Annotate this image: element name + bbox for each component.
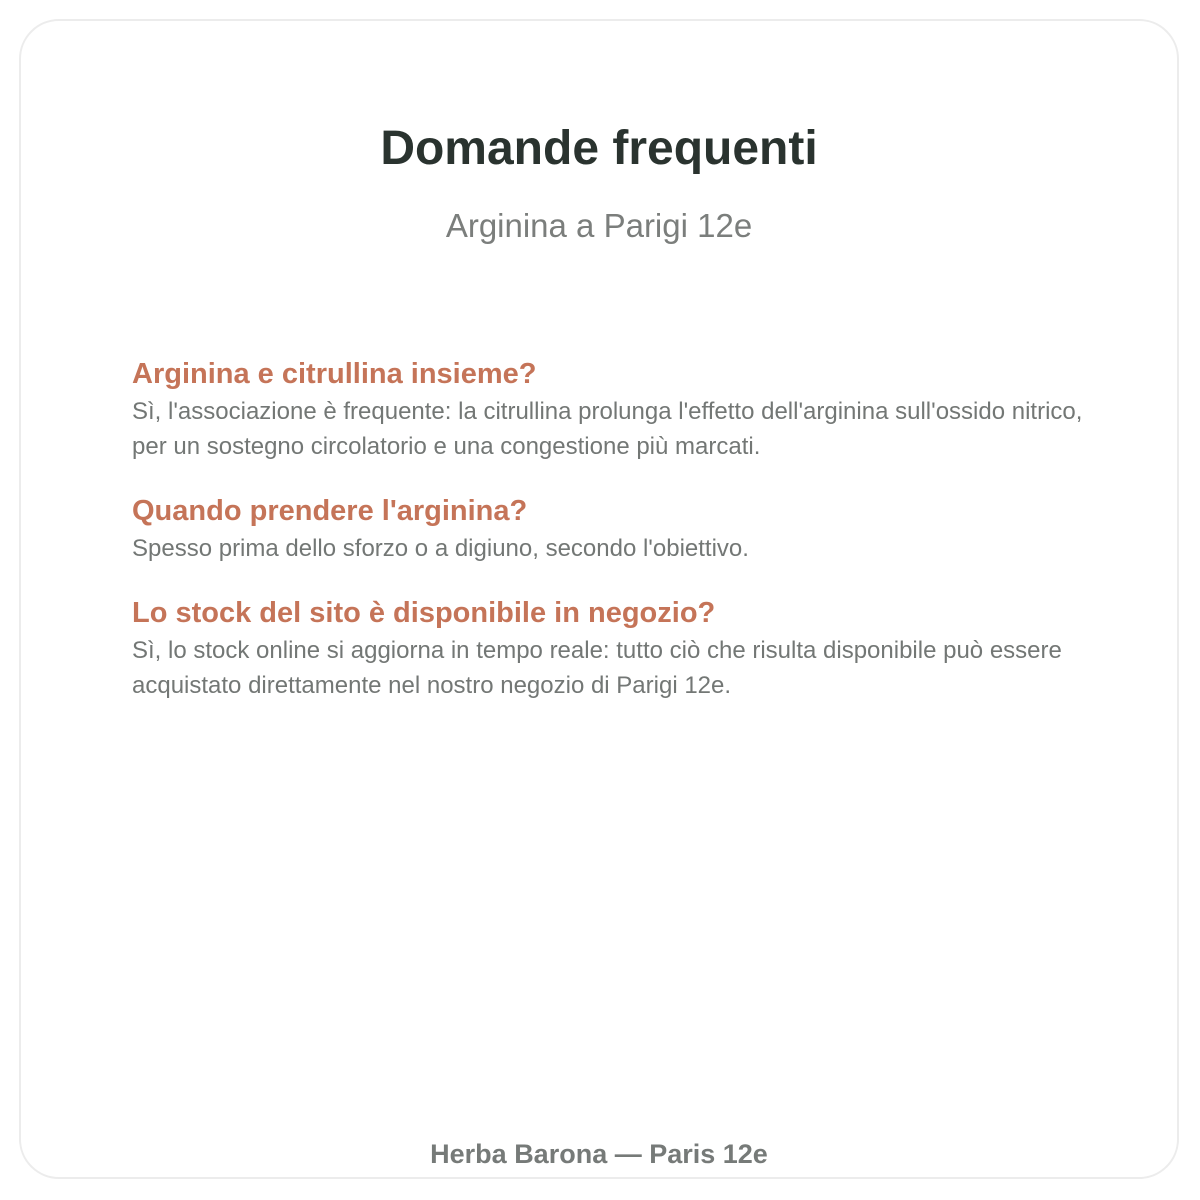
faq-item	[132, 491, 1122, 566]
faq-item	[132, 593, 1122, 703]
faq-answer: Spesso prima dello sforzo o a digiuno, secondo l'obiettivo.	[132, 535, 749, 562]
faq-card	[19, 19, 1179, 1179]
footer-brand: Herba Barona — Paris 12e	[430, 1139, 768, 1169]
faq-answer: Sì, lo stock online si aggiorna in tempo reale: tutto ciò che risulta disponibile può essere acquistato direttamente nel nostro negozio di Parigi 12e.	[132, 637, 1062, 699]
faq-answer: Sì, l'associazione è frequente: la citrullina prolunga l'effetto dell'arginina sull'ossido nitrico, per un sostegno circolatorio e una congestione più marcati.	[132, 398, 1083, 460]
page-title: Domande frequenti	[380, 122, 818, 175]
faq-question: Arginina e citrullina insieme?	[132, 358, 537, 390]
faq-list	[132, 354, 1122, 730]
page-subtitle: Arginina a Parigi 12e	[445, 207, 753, 244]
faq-question: Lo stock del sito è disponibile in negozio?	[132, 597, 716, 629]
faq-question: Quando prendere l'arginina?	[132, 495, 528, 527]
faq-item	[132, 354, 1122, 464]
